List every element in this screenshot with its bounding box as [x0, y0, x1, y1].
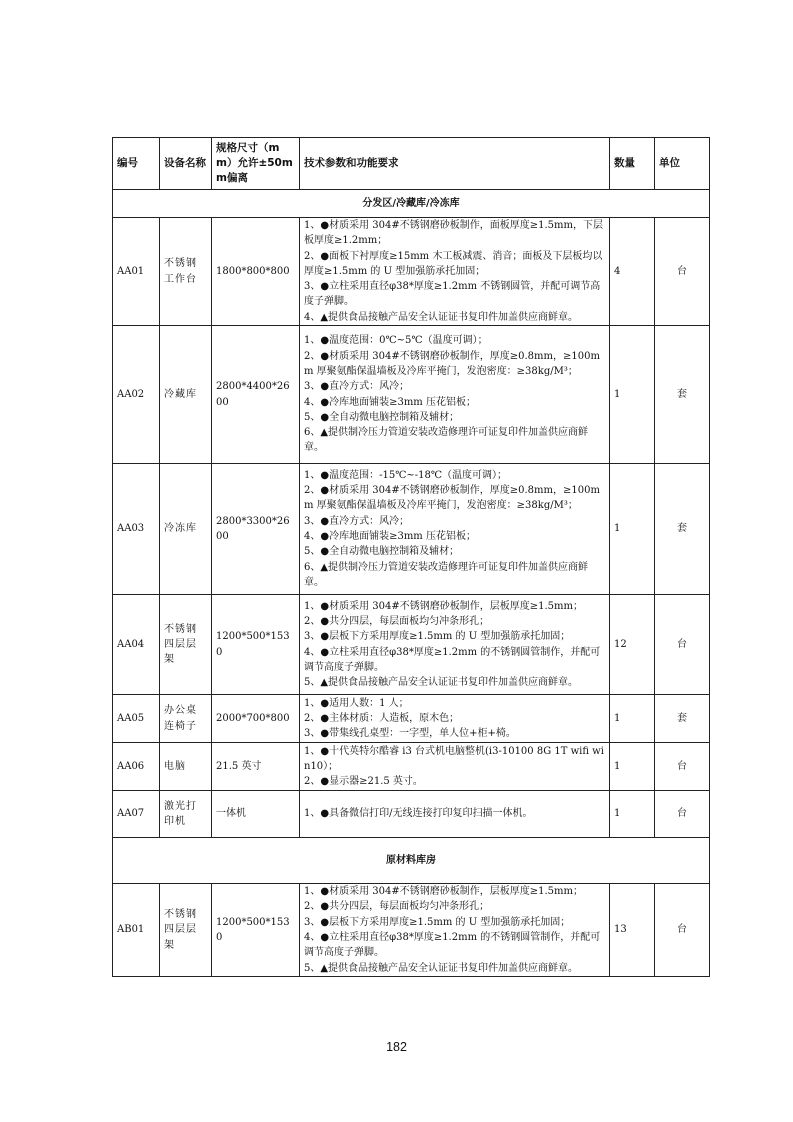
cell-tech-requirements	[300, 464, 610, 595]
requirement-line: 4、▲提供食品接触产品安全认证证书复印件加盖供应商鲜章。	[304, 311, 579, 323]
cell-unit: 台	[655, 218, 710, 326]
header-unit: 单位	[655, 138, 710, 190]
table-row	[113, 791, 710, 838]
cell-code: AA05	[113, 695, 160, 743]
cell-qty: 1	[610, 791, 655, 838]
requirement-line: 5、●全自动微电脑控制箱及辅材；	[304, 546, 460, 558]
section-row	[113, 190, 710, 218]
requirement-line: 1、●材质采用 304#不锈钢磨砂板制作，面板厚度≥1.5mm，下层板厚度≥1.2mm；	[304, 220, 603, 247]
cell-code: AA01	[113, 218, 160, 326]
equipment-spec-table	[112, 137, 710, 977]
cell-spec: 2000*700*800	[212, 695, 300, 743]
cell-name: 冷藏库	[160, 326, 212, 464]
requirement-line: 1、●温度范围：-15℃~-18℃（温度可调）；	[304, 469, 508, 481]
requirement-line: 4、●立柱采用直径φ38*厚度≥1.2mm 的不锈钢圆管制作，并配可调节高度子弹脚。	[304, 932, 601, 959]
requirement-line: 2、●共分四层，每层面板均匀冲条形孔；	[304, 901, 490, 913]
cell-tech-requirements	[300, 791, 610, 838]
cell-qty: 1	[610, 326, 655, 464]
cell-spec: 21.5 英寸	[212, 743, 300, 791]
cell-tech-requirements	[300, 218, 610, 326]
cell-tech-requirements	[300, 884, 610, 977]
cell-qty: 1	[610, 695, 655, 743]
cell-name: 不锈钢工作台	[160, 218, 212, 326]
requirement-line: 1、●材质采用 304#不锈钢磨砂板制作，层板厚度≥1.5mm；	[304, 886, 583, 898]
header-spec: 规格尺寸（mm）允许±50mm偏离	[212, 138, 300, 190]
table-row	[113, 743, 710, 791]
table-row	[113, 464, 710, 595]
cell-tech-requirements	[300, 743, 610, 791]
table-header-row	[113, 138, 710, 190]
table-row	[113, 695, 710, 743]
requirement-line: 2、●材质采用 304#不锈钢磨砂板制作，厚度≥0.8mm，≥100mm 厚聚氨酯保温墙板及冷库平掩门，发泡密度：≥38kg/M³；	[304, 350, 600, 377]
section-row	[113, 838, 710, 884]
cell-code: AB01	[113, 884, 160, 977]
cell-spec: 2800*3300*2600	[212, 464, 300, 595]
requirement-line: 6、▲提供制冷压力管道安装改造修理许可证复印件加盖供应商鲜章。	[304, 427, 589, 454]
cell-name: 冷冻库	[160, 464, 212, 595]
table-row	[113, 884, 710, 977]
cell-unit: 套	[655, 326, 710, 464]
cell-name: 办公桌连椅子	[160, 695, 212, 743]
requirement-line: 3、●立柱采用直径φ38*厚度≥1.2mm 不锈钢圆管，并配可调节高度子弹脚。	[304, 281, 601, 308]
cell-code: AA03	[113, 464, 160, 595]
cell-tech-requirements	[300, 695, 610, 743]
cell-qty: 12	[610, 595, 655, 695]
cell-unit: 台	[655, 595, 710, 695]
cell-spec: 1200*500*1530	[212, 595, 300, 695]
cell-code: AA02	[113, 326, 160, 464]
requirement-line: 3、●直冷方式：风冷；	[304, 381, 410, 393]
section-title: 分发区/冷藏库/冷冻库	[113, 190, 710, 218]
requirement-line: 4、●冷库地面铺装≥3mm 压花铝板；	[304, 531, 476, 543]
requirement-line: 1、●材质采用 304#不锈钢磨砂板制作，层板厚度≥1.5mm；	[304, 600, 583, 612]
requirement-line: 3、●层板下方采用厚度≥1.5mm 的 U 型加强筋承托加固；	[304, 631, 571, 643]
cell-tech-requirements	[300, 326, 610, 464]
cell-name: 激光打印机	[160, 791, 212, 838]
cell-name: 电脑	[160, 743, 212, 791]
requirement-line: 5、●全自动微电脑控制箱及辅材；	[304, 411, 460, 423]
table-row	[113, 595, 710, 695]
requirement-line: 6、▲提供制冷压力管道安装改造修理许可证复印件加盖供应商鲜章。	[304, 561, 589, 588]
requirement-line: 4、●冷库地面铺装≥3mm 压花铝板；	[304, 396, 476, 408]
page-number: 182	[386, 1040, 407, 1054]
cell-code: AA06	[113, 743, 160, 791]
cell-name: 不锈钢四层层架	[160, 884, 212, 977]
requirement-line: 1、●十代英特尔酷睿 i3 台式机电脑整机(i3-10100 8G 1T wifi win10）；	[304, 745, 604, 772]
header-name: 设备名称	[160, 138, 212, 190]
cell-spec: 2800*4400*2600	[212, 326, 300, 464]
requirement-line: 2、●显示器≥21.5 英寸。	[304, 776, 423, 788]
cell-qty: 1	[610, 464, 655, 595]
requirement-line: 3、●直冷方式：风冷；	[304, 515, 410, 527]
header-code: 编号	[113, 138, 160, 190]
table-body	[113, 190, 710, 977]
cell-name: 不锈钢四层层架	[160, 595, 212, 695]
cell-spec: 1800*800*800	[212, 218, 300, 326]
requirement-line: 3、●层板下方采用厚度≥1.5mm 的 U 型加强筋承托加固；	[304, 916, 571, 928]
requirement-line: 2、●主体材质：人造板，原木色；	[304, 712, 460, 724]
section-title: 原材料库房	[113, 838, 710, 884]
header-tech: 技术参数和功能要求	[300, 138, 610, 190]
cell-spec: 1200*500*1530	[212, 884, 300, 977]
requirement-line: 4、●立柱采用直径φ38*厚度≥1.2mm 的不锈钢圆管制作，并配可调节高度子弹脚。	[304, 646, 601, 673]
cell-unit: 台	[655, 791, 710, 838]
cell-code: AA07	[113, 791, 160, 838]
cell-qty: 1	[610, 743, 655, 791]
cell-tech-requirements	[300, 595, 610, 695]
requirement-line: 5、▲提供食品接触产品安全认证证书复印件加盖供应商鲜章。	[304, 962, 579, 974]
requirement-line: 5、▲提供食品接触产品安全认证证书复印件加盖供应商鲜章。	[304, 677, 579, 689]
cell-qty: 4	[610, 218, 655, 326]
cell-unit: 套	[655, 464, 710, 595]
header-qty: 数量	[610, 138, 655, 190]
requirement-line: 1、●具备微信打印/无线连接打印复印扫描一体机。	[304, 808, 533, 820]
table-row	[113, 218, 710, 326]
cell-unit: 台	[655, 884, 710, 977]
cell-unit: 台	[655, 743, 710, 791]
requirement-line: 1、●适用人数：1 人；	[304, 697, 409, 709]
requirement-line: 2、●材质采用 304#不锈钢磨砂板制作，厚度≥0.8mm，≥100mm 厚聚氨酯保温墙板及冷库平掩门，发泡密度：≥38kg/M³；	[304, 485, 600, 512]
table-row	[113, 326, 710, 464]
requirement-line: 2、●共分四层，每层面板均匀冲条形孔；	[304, 615, 490, 627]
cell-unit: 套	[655, 695, 710, 743]
cell-code: AA04	[113, 595, 160, 695]
requirement-line: 2、●面板下衬厚度≥15mm 木工板减震、消音；面板及下层板均以厚度≥1.5mm 的 U 型加强筋承托加固；	[304, 250, 603, 277]
requirement-line: 1、●温度范围：0℃~5℃（温度可调）；	[304, 335, 488, 347]
requirement-line: 3、●带集线孔桌型：一字型，单人位+柜+椅。	[304, 728, 516, 740]
cell-qty: 13	[610, 884, 655, 977]
cell-spec: 一体机	[212, 791, 300, 838]
